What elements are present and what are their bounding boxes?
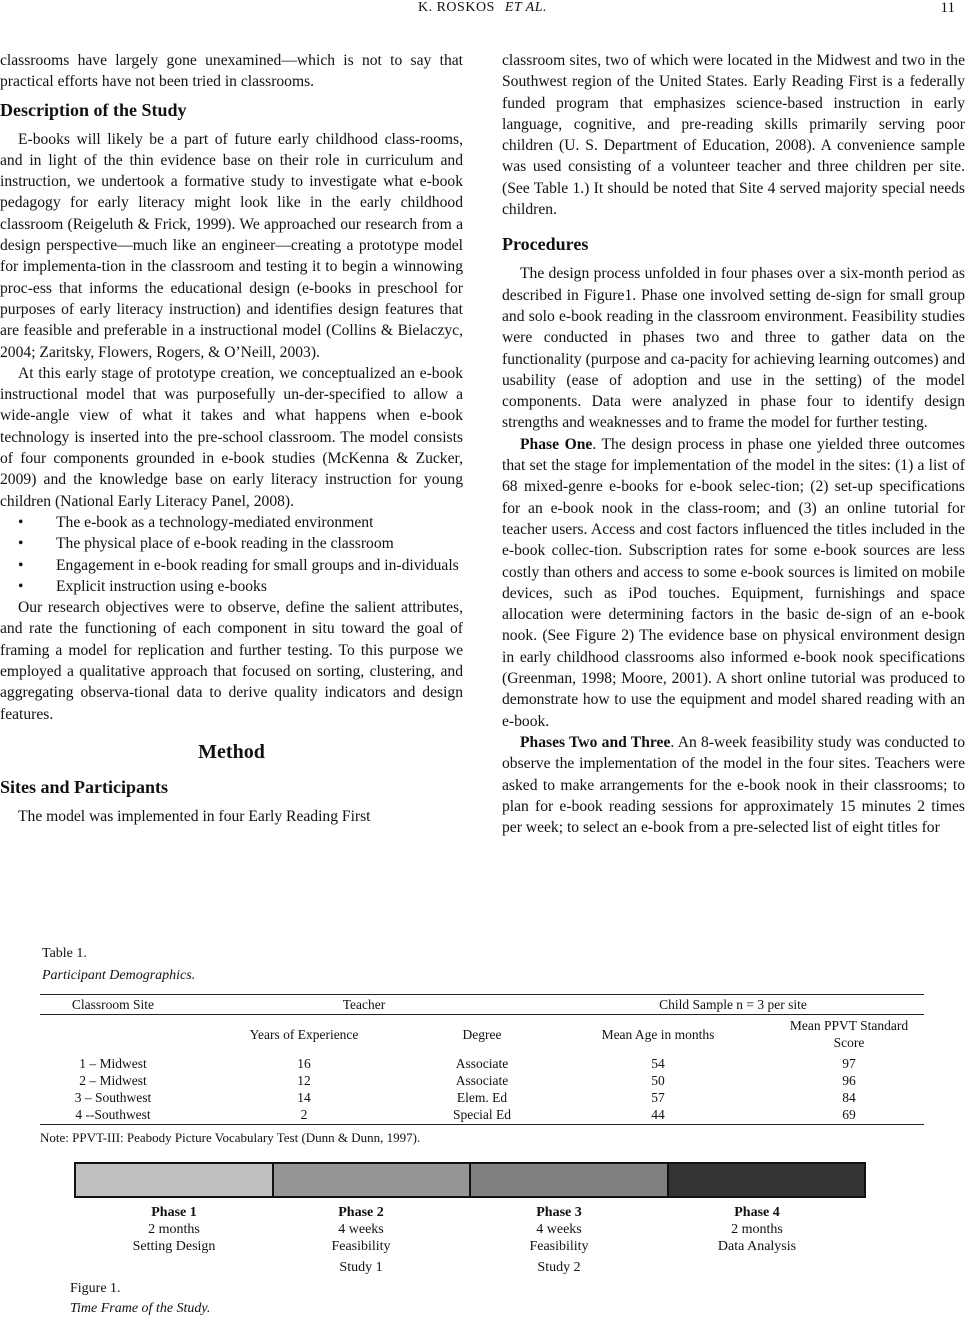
description-paragraph-2: At this early stage of prototype creation, we conceptualized an e-book instructional model that was purposefully un-der-specified to allow a wide-angle view of what it takes and what happens when e-book technology is inserted into the pre-school classroom. The model consists of four components grounded in e-book studies (McKenna & Zucker, 2009) and the knowledge base on early literacy instruction for young children (National Early Literacy Panel, 2008). xyxy=(0,364,463,510)
description-paragraph-3: Our research objectives were to observe, define the salient attributes, and rate the functioning of each component in situ toward the goal of framing a model for replication and further testing. To this purpose we employed a qualitative approach that focused on sorting, clustering, and aggregating observa-tional data to derive quality indicators and design features. xyxy=(0,599,463,723)
section-heading-description: Description of the Study xyxy=(0,99,187,120)
subheader-degree: Degree xyxy=(462,1026,502,1042)
cell-ppvt: 97 xyxy=(842,1056,856,1071)
phase-duration: 4 weeks xyxy=(536,1222,582,1237)
cell-degree: Associate xyxy=(455,1056,509,1071)
table-row xyxy=(40,1106,924,1125)
table-number: Table 1. xyxy=(42,946,87,961)
table-row xyxy=(40,1072,924,1089)
table-row xyxy=(40,1055,924,1072)
cell-site: 2 – Midwest xyxy=(79,1073,147,1088)
phase-activity: Data Analysis xyxy=(717,1239,797,1254)
running-head xyxy=(0,0,965,16)
timeline-segment-phase-4 xyxy=(667,1164,865,1196)
list-item xyxy=(0,576,463,597)
table-note: Note: PPVT-III: Peabody Picture Vocabulary Test (Dunn & Dunn, 1997). xyxy=(40,1130,421,1145)
subheader-ppvt: Mean PPVT Standard Score xyxy=(789,1018,909,1050)
timeline-bar xyxy=(74,1162,866,1198)
cell-age: 50 xyxy=(651,1073,665,1088)
phase-label-3 xyxy=(469,1204,649,1276)
subheader-years: Years of Experience xyxy=(249,1026,359,1042)
table-subheader-row xyxy=(40,1015,924,1056)
list-item xyxy=(0,533,463,554)
section-heading-procedures: Procedures xyxy=(502,234,589,255)
bullet-icon: • xyxy=(18,577,24,595)
phase-duration: 4 weeks xyxy=(338,1222,384,1237)
cell-site: 1 – Midwest xyxy=(79,1056,147,1071)
phase-activity: Feasibility xyxy=(331,1239,391,1254)
phase-duration: 2 months xyxy=(731,1222,783,1237)
list-item-text: The physical place of e-book reading in the classroom xyxy=(56,535,394,553)
header-teacher: Teacher xyxy=(186,995,542,1015)
phase-label-4 xyxy=(667,1204,847,1259)
phase-study: Study 1 xyxy=(339,1260,383,1275)
list-item xyxy=(0,555,463,576)
phase-one-text: . The design process in phase one yielded three outcomes that set the stage for implementation of the model in the sites: (1) a list of 68 mixed-genre e-books for e-book selec-tion; (2) set-up specifications for an e-book nook in the class-room; and (3) an online tutorial for teacher users. Access and cost factors influenced the titles included in the e-book collec-tion. Subscription rates for some e-book sources are less costly than others and access to some e-book sources is limited on mobile devices, such as iPod touches. Equipment, furnishings and space allocation were determining factors in the basic de-sign of an e-book nook. (See Figure 2) The evidence base on physical environment design in early childhood classrooms also informed e-book nook specifications (Greenman, 1998; Moore, 2001). A short online tutorial was produced to demonstrate how to use the equipment and model shared reading with an e-book. xyxy=(502,435,965,730)
bullet-icon: • xyxy=(18,556,24,574)
phase-name: Phase 3 xyxy=(536,1205,582,1220)
subheader-empty xyxy=(40,1015,186,1056)
cell-ppvt: 96 xyxy=(842,1073,856,1088)
phases-two-three-text: . An 8-week feasibility study was conducted to observe the implementation of the model in the four sites. Teachers were asked to make arrangements for the e-book nook in their classrooms; to plan for e-book reading sessions for approximately 15 minutes 2 times per week; to select an e-book from a pre-selected list of eight titles for xyxy=(502,733,965,837)
cell-ppvt: 69 xyxy=(774,1106,924,1125)
phase-label-2 xyxy=(271,1204,451,1276)
phase-activity: Setting Design xyxy=(132,1239,216,1254)
list-item-text: The e-book as a technology-mediated environment xyxy=(56,513,374,531)
bullet-icon: • xyxy=(18,535,24,553)
section-heading-sites: Sites and Participants xyxy=(0,776,169,797)
cell-years: 12 xyxy=(297,1073,311,1088)
table-title: Participant Demographics. xyxy=(42,968,196,983)
table-row xyxy=(40,1089,924,1106)
cell-degree: Elem. Ed xyxy=(456,1090,508,1105)
sites-paragraph-continued: classroom sites, two of which were located in the Midwest and two in the Southwest region of the United States. Early Reading First is a federally funded program that emphasizes science-based instruction in early language, cognitive, and pre-reading skills primarily serving poor children (U. S. Department of Education, 2008). A convenience sample was used consisting of a volunteer teacher and three children per site. (See Table 1.) It should be noted that Site 4 served majority special needs children. xyxy=(502,52,965,219)
phases-two-three-run-in-heading: Phases Two and Three xyxy=(520,733,671,751)
figure-title: Time Frame of the Study. xyxy=(70,1301,211,1316)
cell-site: 4 --Southwest xyxy=(40,1106,186,1125)
procedures-paragraph-1: The design process unfolded in four phases over a six-month period as described in Figure1. Phase one involved setting de-sign for small group and solo e-book reading in the classroom environment. Feasibility studies were conducted in phases two and three to gather data on the functionality (purpose and ca-pacity for achieving learning outcomes) and usability (ease of adoption and use in the setting) of the model components. Data were analyzed in phase four to identify design strengths and weaknesses and to frame the model for further testing. xyxy=(502,265,965,432)
page-number: 11 xyxy=(940,0,955,16)
cell-years: 2 xyxy=(186,1106,422,1125)
cell-degree: Associate xyxy=(455,1073,509,1088)
figure-number: Figure 1. xyxy=(70,1281,121,1296)
figure-1 xyxy=(0,1162,965,1320)
page-header xyxy=(0,0,965,22)
intro-paragraph: classrooms have largely gone unexamined—which is not to say that practical efforts have not been tried in classrooms. xyxy=(0,52,463,91)
right-column xyxy=(502,50,965,838)
left-column xyxy=(0,50,463,827)
subheader-age: Mean Age in months xyxy=(601,1026,715,1042)
running-head-et-al: ET AL. xyxy=(504,0,548,15)
description-paragraph-1: E-books will likely be a part of future early childhood class-rooms, and in light of the thin evidence base on their role in curriculum and instruction, we undertook a formative study to investigate what e-book pedagogy for early literacy might look like in the early childhood classroom (Reigeluth & Frick, 1999). We approached our research from a design perspective—much like an engineer—creating a prototype model for implementa-tion in the classroom and testing it to begin a winnowing proc-ess that informs the educational design (e-books in preschool for purposes of early literacy instruction) and identifies design features that are feasible and preferable in a instructional model (Collins & Bielaczyc, 2004; Zaritsky, Flowers, Rogers, & O’Neill, 2003). xyxy=(0,130,463,361)
phase-study: Study 2 xyxy=(537,1260,581,1275)
phase-one-run-in-heading: Phase One xyxy=(520,435,593,453)
phase-name: Phase 2 xyxy=(338,1205,384,1220)
header-child-sample: Child Sample n = 3 per site xyxy=(542,995,924,1015)
component-list xyxy=(0,512,463,597)
section-heading-method: Method xyxy=(198,740,265,763)
header-classroom-site: Classroom Site xyxy=(40,995,186,1015)
cell-age: 44 xyxy=(542,1106,774,1125)
list-item-text: Engagement in e-book reading for small groups and in-dividuals xyxy=(56,556,459,574)
phase-label-1 xyxy=(84,1204,264,1259)
table-header-row xyxy=(40,995,924,1015)
demographics-table xyxy=(40,994,924,1125)
cell-degree: Special Ed xyxy=(422,1106,542,1125)
cell-site: 3 – Southwest xyxy=(74,1090,152,1105)
timeline-segment-phase-2 xyxy=(272,1164,470,1196)
running-head-authors: K. ROSKOS xyxy=(417,0,495,15)
phase-duration: 2 months xyxy=(148,1222,200,1237)
phase-name: Phase 4 xyxy=(734,1205,780,1220)
sites-paragraph-start: The model was implemented in four Early Reading First xyxy=(18,807,371,825)
phases-two-three-paragraph xyxy=(502,732,965,838)
phase-name: Phase 1 xyxy=(151,1205,197,1220)
list-item xyxy=(0,512,463,533)
bullet-icon: • xyxy=(18,513,24,531)
cell-age: 54 xyxy=(651,1056,665,1071)
list-item-text: Explicit instruction using e-books xyxy=(56,577,267,595)
cell-years: 14 xyxy=(297,1090,311,1105)
cell-age: 57 xyxy=(651,1090,665,1105)
timeline-segment-phase-1 xyxy=(76,1164,272,1196)
cell-years: 16 xyxy=(297,1056,311,1071)
timeline-segment-phase-3 xyxy=(469,1164,667,1196)
phase-activity: Feasibility xyxy=(529,1239,589,1254)
table-1 xyxy=(40,946,924,1146)
phase-one-paragraph xyxy=(502,434,965,732)
cell-ppvt: 84 xyxy=(842,1090,856,1105)
